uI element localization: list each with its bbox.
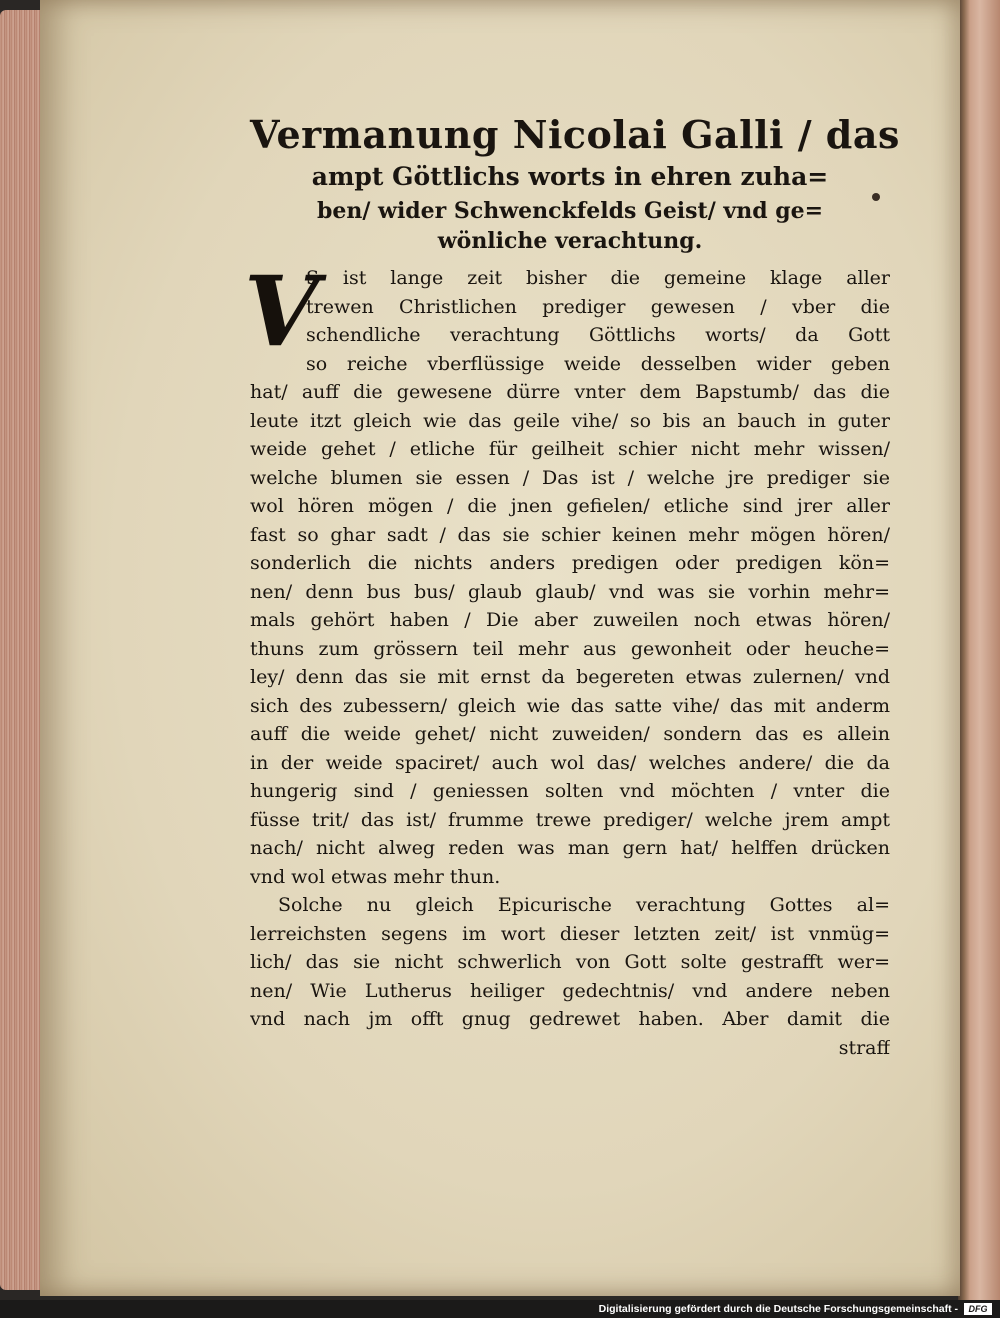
title-line-1: Vermanung Nicolai Galli / das: [250, 112, 900, 157]
text-line: fast so ghar sadt / das sie schier keinen mehr mögen hören/: [250, 523, 890, 546]
title-line-2: ampt Göttlichs worts in ehren zuha=: [311, 161, 829, 191]
text-line: in der weide spaciret/ auch wol das/ welches andere/ die da: [250, 751, 890, 774]
right-page-edge: [958, 0, 1000, 1300]
text-line: mals gehört haben / Die aber zuweilen noch etwas hören/: [250, 609, 890, 632]
text-line: trewen Christlichen prediger gewesen / vber die: [306, 295, 890, 318]
catchword: straff: [838, 1036, 890, 1059]
text-line: thuns zum grössern teil mehr aus gewonheit oder heuche=: [250, 637, 890, 660]
text-line: vnd wol etwas mehr thun.: [250, 865, 501, 888]
text-line: lerreichsten segens im wort dieser letzten zeit/ ist vnmüg=: [250, 922, 890, 945]
text-line: vnd nach jm offt gnug gedrewet haben. Aber damit die: [250, 1008, 890, 1031]
title-line-4: wönliche verachtung.: [437, 227, 703, 254]
text-line: ley/ denn das sie mit ernst da begereten etwas zulernen/ vnd: [250, 666, 890, 689]
funding-note: Digitalisierung gefördert durch die Deutsche Forschungsgemeinschaft -: [598, 1303, 958, 1315]
text-line: wol hören mögen / die jnen gefielen/ etliche sind jrer aller: [250, 495, 890, 518]
text-line: welche blumen sie essen / Das ist / welche jre prediger sie: [250, 466, 890, 489]
text-line: nach/ nicht alweg reden was man gern hat/ helffen drücken: [250, 837, 890, 860]
text-line: Solche nu gleich Epicurische verachtung Gottes al=: [278, 894, 890, 917]
text-line: leute itzt gleich wie das geile vihe/ so bis an bauch in guter: [250, 409, 890, 432]
text-line: so reiche vberflüssige weide desselben wider geben: [306, 352, 890, 375]
text-line: S ist lange zeit bisher die gemeine klage aller: [306, 267, 890, 290]
text-line: hungerig sind / geniessen solten vnd möchten / vnter die: [250, 780, 890, 803]
text-line: nen/ denn bus bus/ glaub glaub/ vnd was sie vorhin mehr=: [250, 580, 890, 603]
text-line: schendliche verachtung Göttlichs worts/ da Gott: [306, 324, 890, 347]
dfg-logo: DFG: [964, 1303, 992, 1315]
text-line: hat/ auff die gewesene dürre vnter dem Bapstumb/ das die: [250, 381, 890, 404]
text-line: sonderlich die nichts anders predigen oder predigen kön=: [250, 552, 890, 575]
footer-bar: [0, 1300, 1000, 1318]
text-line: lich/ das sie nicht schwerlich von Gott solte gestrafft wer=: [250, 951, 890, 974]
paragraph-2: [250, 891, 890, 1062]
drop-cap-block: [244, 255, 890, 378]
page-text: [244, 112, 900, 1062]
text-line: sich des zubessern/ gleich wie das satte vihe/ das mit anderm: [250, 694, 890, 717]
text-line: nen/ Wie Lutherus heiliger gedechtnis/ vnd andere neben: [250, 979, 890, 1002]
drop-cap: V: [244, 255, 319, 369]
paragraph-1: [244, 255, 890, 891]
text-line: weide gehet / etliche für geilheit schier nicht mehr wissen/: [250, 438, 890, 461]
text-line: auff die weide gehet/ nicht zuweiden/ sondern das es allein: [250, 723, 890, 746]
title-line-3: ben/ wider Schwenckfelds Geist/ vnd ge=: [316, 197, 824, 224]
text-line: füsse trit/ das ist/ frumme trewe prediger/ welche jrem ampt: [250, 808, 890, 831]
